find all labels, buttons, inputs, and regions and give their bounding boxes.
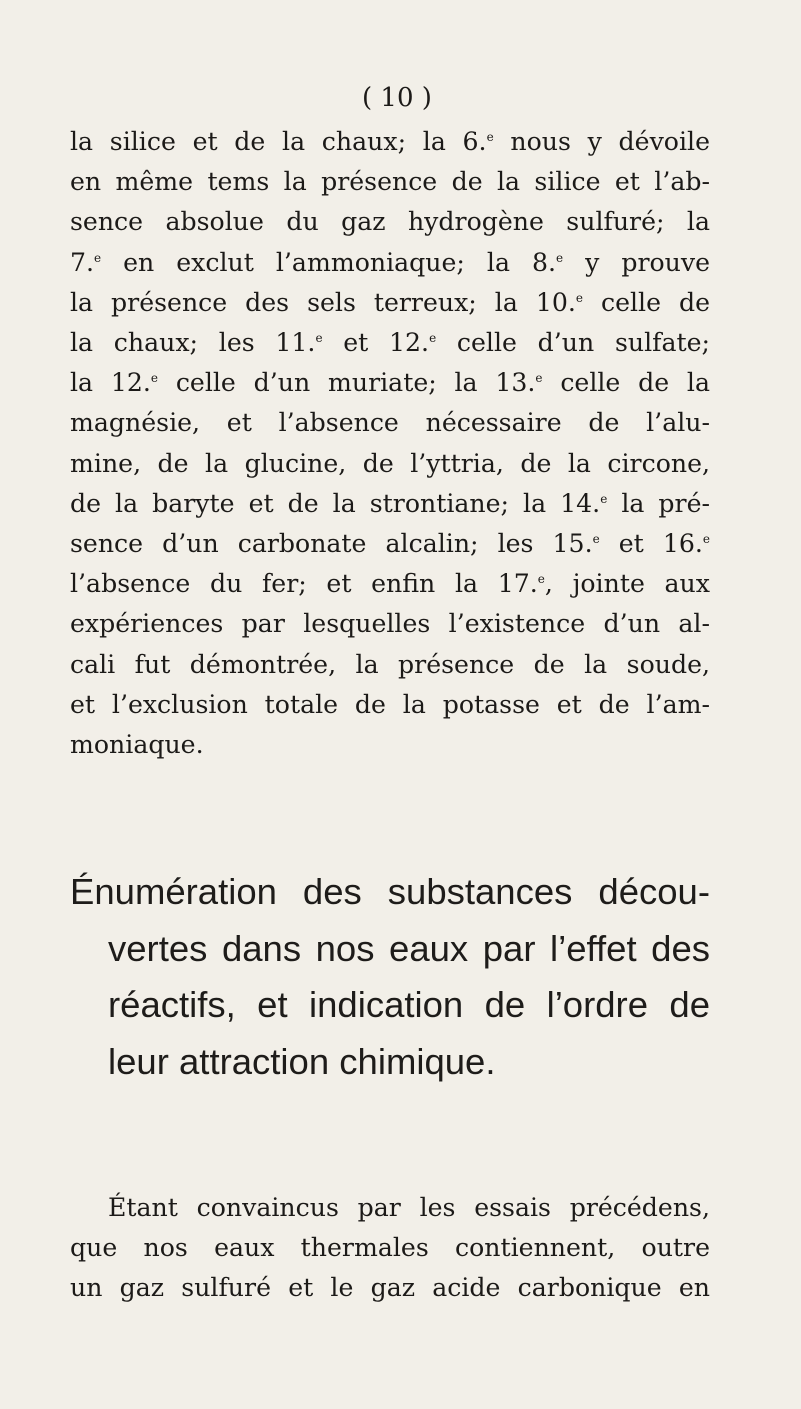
heading-line: Énumération des substances décou- xyxy=(70,871,710,912)
heading-line: vertes dans nos eaux par l’effet des xyxy=(108,927,710,969)
text-line: moniaque. xyxy=(70,730,204,760)
text-line: et l’exclusion totale de la potasse et de l’am- xyxy=(70,689,710,719)
heading-line: réactifs, et indication de l’ordre de xyxy=(108,984,710,1025)
text-line: la 12.$^e$ celle d’un muriate; la 13.$^e$ celle de la xyxy=(70,368,711,398)
text-line: sence absolue du gaz hydrogène sulfuré; la xyxy=(70,207,710,237)
text-line: la chaux; les 11.$^e$ et 12.$^e$ celle d’un sulfate; xyxy=(70,328,710,358)
text-line: l’absence du fer; et enfin la 17.$^e$, jointe aux xyxy=(70,569,710,599)
text-line: la silice et de la chaux; la 6.$^e$ nous y dévoile xyxy=(70,127,710,156)
text-line: expériences par lesquelles l’existence d’un al- xyxy=(70,609,710,639)
text-line: la présence des sels terreux; la 10.$^e$ celle de xyxy=(70,287,710,317)
heading-line: leur attraction chimique. xyxy=(108,1040,496,1082)
text-line: de la baryte et de la strontiane; la 14.$^e$ la pré- xyxy=(70,488,710,518)
page-number: ( 10 ) xyxy=(362,83,432,113)
text-line: en même tems la présence de la silice et l’ab- xyxy=(70,167,710,197)
section-heading xyxy=(70,864,710,1090)
text-line: cali fut démontrée, la présence de la soude, xyxy=(70,649,710,679)
text-line: mine, de la glucine, de l’yttria, de la circone, xyxy=(70,448,710,478)
closing-paragraph xyxy=(70,1188,710,1309)
text-line: sence d’un carbonate alcalin; les 15.$^e$ et 16.$^e$ xyxy=(70,529,710,559)
text-line: Étant convaincus par les essais précédens, xyxy=(108,1193,710,1222)
text-line: magnésie, et l’absence nécessaire de l’alu- xyxy=(70,408,710,438)
text-line: un gaz sulfuré et le gaz acide carbonique en xyxy=(70,1273,710,1303)
body-paragraph xyxy=(70,122,710,765)
text-line: 7.$^e$ en exclut l’ammoniaque; la 8.$^e$ y prouve xyxy=(70,247,711,277)
text-line: que nos eaux thermales contiennent, outre xyxy=(70,1233,710,1263)
